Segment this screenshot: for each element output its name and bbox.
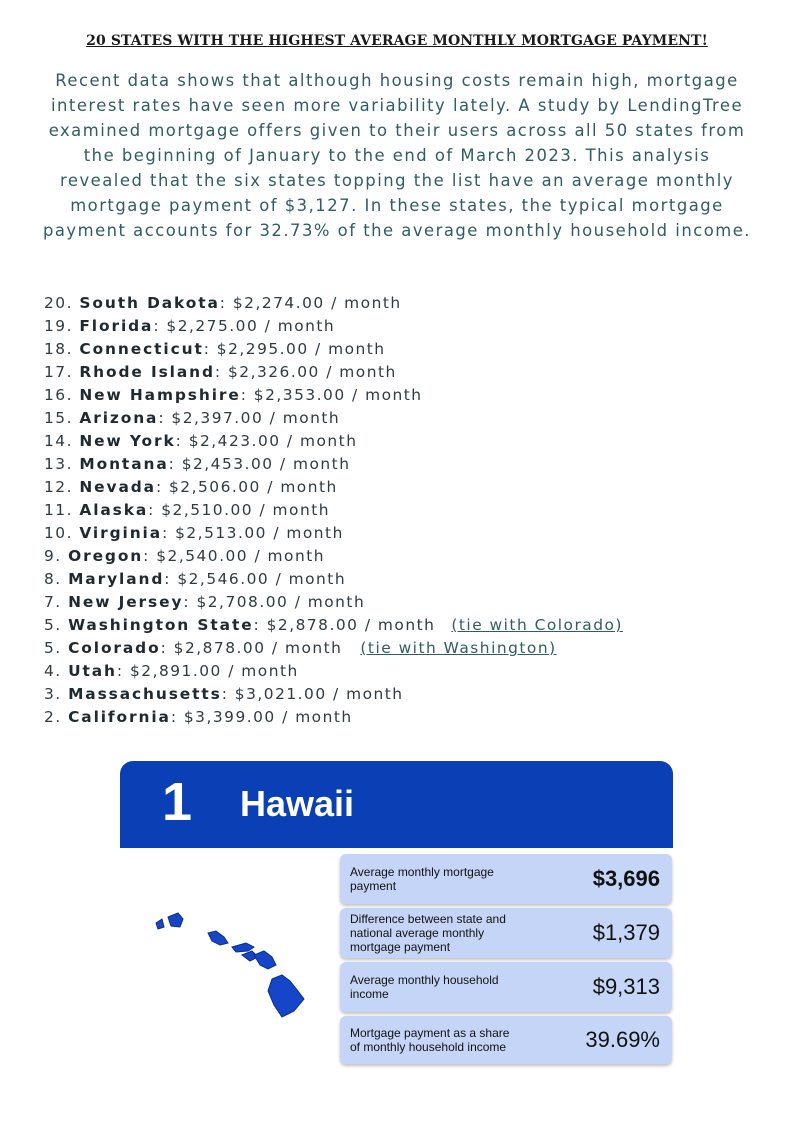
list-item [44,683,764,706]
state-name: Virginia [79,524,163,542]
state-name: South Dakota [79,294,220,312]
stat-label: Mortgage payment as a share of monthly household income [350,1026,510,1054]
payment-amount: : $2,546.00 / month [164,570,347,588]
rank-number: 2. [44,708,62,726]
rank-number: 19. [44,317,73,335]
top-state-header [120,761,673,848]
rankings-list [44,292,764,729]
list-item [44,361,764,384]
tie-note-link[interactable]: (tie with Washington) [360,639,557,657]
page-title: 20 STATES WITH THE HIGHEST AVERAGE MONTHLY MORTGAGE PAYMENT! [86,33,708,49]
payment-amount: : $2,295.00 / month [203,340,386,358]
list-item [44,706,764,729]
state-name: Colorado [68,639,161,657]
stat-value: 39.69% [585,1027,660,1052]
hawaii-map-icon [150,905,315,1025]
state-name: Utah [68,662,117,680]
list-item [44,338,764,361]
stat-value: $3,696 [592,866,660,891]
list-item [44,476,764,499]
list-item [44,292,764,315]
list-item [44,315,764,338]
stat-value: $1,379 [592,920,660,945]
state-name: Arizona [79,409,159,427]
state-name: Montana [79,455,169,473]
list-item [44,637,764,660]
rank-number: 10. [44,524,73,542]
state-name: Maryland [68,570,165,588]
rank-number: 17. [44,363,73,381]
payment-amount: : $2,513.00 / month [162,524,344,542]
state-name: New Jersey [68,593,184,611]
rank-number: 5. [44,639,62,657]
payment-amount: : $2,397.00 / month [158,409,341,427]
state-name: Washington State [68,616,254,634]
payment-amount: : $2,275.00 / month [153,317,336,335]
stat-card [340,854,672,904]
intro-paragraph: Recent data shows that although housing costs remain high, mortgage interest rates have seen more variability lately. A study by LendingTree examined mortgage offers given to their users across all 50 states from the beginning of January to the end of March 2023. This analysis revealed that the six states topping the list have an average monthly mortgage payment of $3,127. In these states, the typical mortgage payment accounts for 32.73% of the average monthly household income. [42,71,752,240]
top-rank-number: 1 [162,772,193,832]
list-item [44,660,764,683]
state-name: Oregon [68,547,144,565]
rank-number: 8. [44,570,62,588]
rank-number: 12. [44,478,73,496]
stat-card [340,908,672,958]
state-name: Connecticut [79,340,204,358]
payment-amount: : $2,878.00 / month [160,639,343,657]
list-item [44,499,764,522]
rank-number: 15. [44,409,73,427]
stat-card [340,962,672,1012]
rank-number: 20. [44,294,73,312]
payment-amount: : $2,878.00 / month [253,616,436,634]
rank-number: 4. [44,662,62,680]
payment-amount: : $2,274.00 / month [219,294,402,312]
payment-amount: : $2,453.00 / month [168,455,351,473]
payment-amount: : $2,423.00 / month [175,432,358,450]
state-name: California [68,708,171,726]
rank-number: 11. [44,501,73,519]
stat-card [340,1016,672,1064]
list-item [44,384,764,407]
state-name: Rhode Island [79,363,215,381]
payment-amount: : $2,708.00 / month [183,593,366,611]
rank-number: 5. [44,616,62,634]
state-name: New Hampshire [79,386,241,404]
payment-amount: : $2,353.00 / month [240,386,423,404]
top-state-name: Hawaii [240,783,355,824]
state-name: New York [79,432,176,450]
rank-number: 14. [44,432,73,450]
state-name: Massachusetts [68,685,222,703]
list-item [44,430,764,453]
rank-number: 18. [44,340,73,358]
list-item [44,407,764,430]
tie-note-link[interactable]: (tie with Colorado) [451,616,623,634]
payment-amount: : $2,540.00 / month [143,547,325,565]
rank-number: 9. [44,547,62,565]
payment-amount: : $3,021.00 / month [221,685,404,703]
list-item [44,453,764,476]
rank-number: 13. [44,455,73,473]
rank-number: 3. [44,685,62,703]
stat-label: Average monthly mortgage payment [350,865,494,893]
payment-amount: : $2,506.00 / month [155,478,338,496]
state-name: Alaska [79,501,149,519]
stat-value: $9,313 [592,974,660,999]
state-name: Nevada [79,478,156,496]
list-item [44,545,764,568]
stat-label: Average monthly household income [350,973,499,1001]
list-item [44,522,764,545]
payment-amount: : $3,399.00 / month [170,708,353,726]
payment-amount: : $2,510.00 / month [148,501,330,519]
payment-amount: : $2,326.00 / month [214,363,397,381]
list-item [44,568,764,591]
list-item [44,614,764,637]
rank-number: 16. [44,386,73,404]
state-name: Florida [79,317,154,335]
payment-amount: : $2,891.00 / month [116,662,299,680]
list-item [44,591,764,614]
rank-number: 7. [44,593,62,611]
stat-label: Difference between state and national average monthly mortgage payment [350,912,506,954]
